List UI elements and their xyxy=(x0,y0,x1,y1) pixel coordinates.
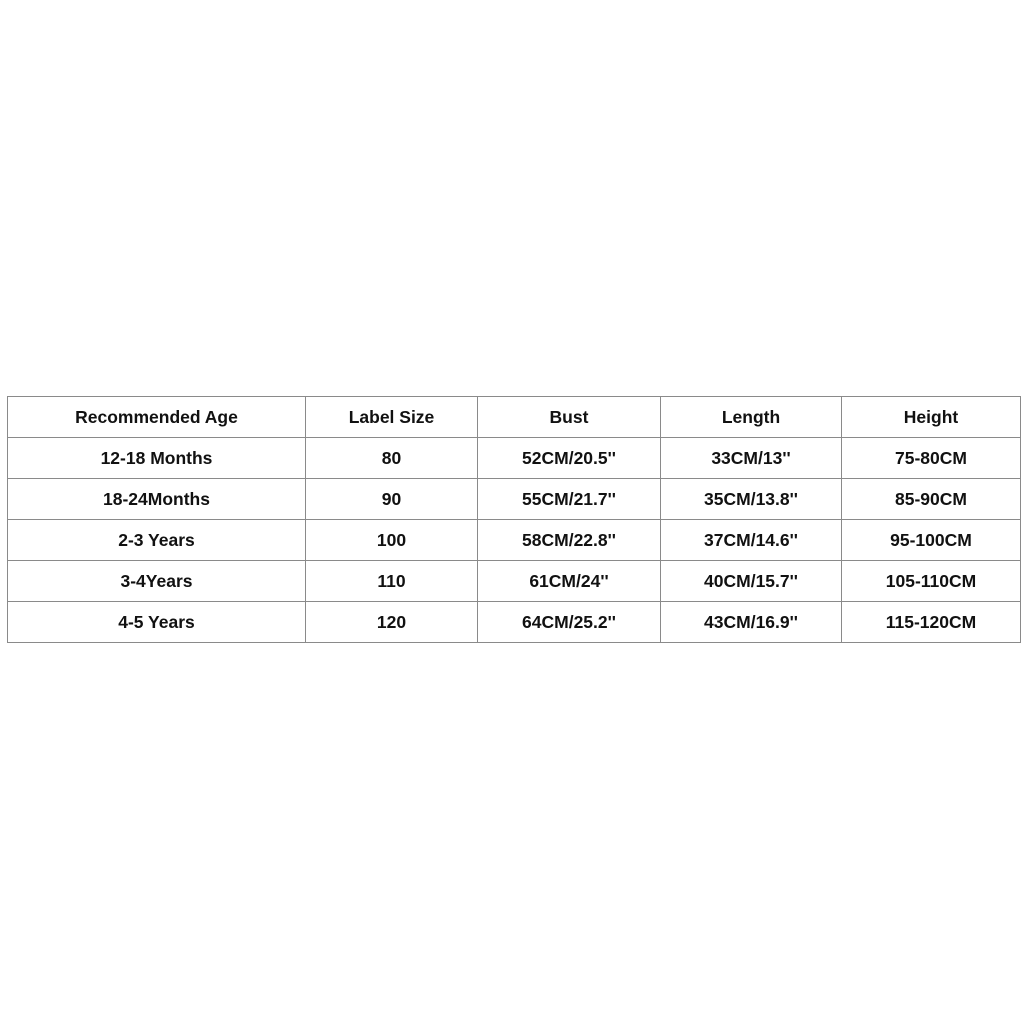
table-row xyxy=(8,438,1021,479)
cell-label-size: 120 xyxy=(306,602,478,643)
cell-length: 37CM/14.6'' xyxy=(661,520,842,561)
cell-bust: 55CM/21.7'' xyxy=(478,479,661,520)
cell-bust: 64CM/25.2'' xyxy=(478,602,661,643)
cell-height: 95-100CM xyxy=(842,520,1021,561)
table-row xyxy=(8,561,1021,602)
cell-height: 85-90CM xyxy=(842,479,1021,520)
cell-bust: 52CM/20.5'' xyxy=(478,438,661,479)
header-bust: Bust xyxy=(478,397,661,438)
table-row xyxy=(8,479,1021,520)
cell-label-size: 80 xyxy=(306,438,478,479)
cell-age: 12-18 Months xyxy=(8,438,306,479)
cell-label-size: 90 xyxy=(306,479,478,520)
table-header-row xyxy=(8,397,1021,438)
table-row xyxy=(8,520,1021,561)
cell-label-size: 100 xyxy=(306,520,478,561)
cell-age: 3-4Years xyxy=(8,561,306,602)
cell-age: 2-3 Years xyxy=(8,520,306,561)
cell-length: 40CM/15.7'' xyxy=(661,561,842,602)
cell-height: 115-120CM xyxy=(842,602,1021,643)
cell-age: 18-24Months xyxy=(8,479,306,520)
cell-height: 75-80CM xyxy=(842,438,1021,479)
cell-bust: 61CM/24'' xyxy=(478,561,661,602)
cell-bust: 58CM/22.8'' xyxy=(478,520,661,561)
cell-length: 43CM/16.9'' xyxy=(661,602,842,643)
header-height: Height xyxy=(842,397,1021,438)
cell-length: 33CM/13'' xyxy=(661,438,842,479)
size-chart-table xyxy=(7,396,1021,643)
table-row xyxy=(8,602,1021,643)
header-length: Length xyxy=(661,397,842,438)
header-label-size: Label Size xyxy=(306,397,478,438)
cell-length: 35CM/13.8'' xyxy=(661,479,842,520)
cell-label-size: 110 xyxy=(306,561,478,602)
header-recommended-age: Recommended Age xyxy=(8,397,306,438)
cell-height: 105-110CM xyxy=(842,561,1021,602)
cell-age: 4-5 Years xyxy=(8,602,306,643)
